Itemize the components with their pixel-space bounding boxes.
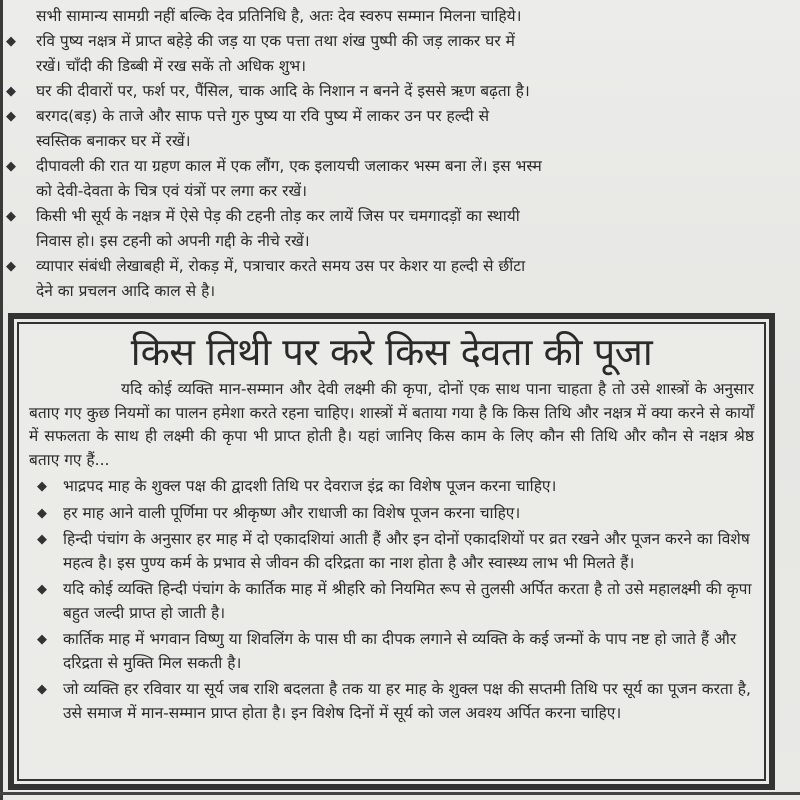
article-box <box>8 313 775 790</box>
tip-text: स्वस्तिक बनाकर घर में रखें। <box>36 132 191 150</box>
article-bullet <box>29 502 754 526</box>
lead-line: सभी सामान्य सामग्री नहीं बल्कि देव प्रतिनिधि है, अतः देव स्वरुप सम्मान मिलना चाहिये। <box>36 7 522 25</box>
bullet-text: जो व्यक्ति हर रविवार या सूर्य जब राशि बदलता है तक या हर माह के शुक्ल पक्ष की सप्तमी तिथि पर सूर्य का पूजन करता है, उसे समाज में मान-सम्मान प्राप्त होता है। इन विशेष दिनों में सूर्य को जल अवश्य अर्पित करना चाहिए। <box>63 680 751 722</box>
diamond-bullet-icon: ◆ <box>6 209 16 224</box>
diamond-bullet-icon: ◆ <box>37 582 47 597</box>
tip-item <box>0 29 790 79</box>
bullet-text: हर माह आने वाली पूर्णिमा पर श्रीकृष्ण और राधाजी का विशेष पूजन करना चाहिए। <box>63 503 521 522</box>
diamond-bullet-icon: ◆ <box>37 632 47 647</box>
tip-text: किसी भी सूर्य के नक्षत्र में ऐसे पेड़ की टहनी तोड़ कर लायें जिस पर चमगादड़ों का स्थायी <box>36 207 520 225</box>
tip-item <box>0 104 790 154</box>
tip-text: घर की दीवारों पर, फर्श पर, पैंसिल, चाक आदि के निशान न बनने दें इससे ऋण बढ़ता है। <box>36 82 530 100</box>
diamond-bullet-icon: ◆ <box>37 682 47 697</box>
tip-text: रखें। चाँदी की डिब्बी में रख सकें तो अधिक शुभ। <box>36 57 307 75</box>
diamond-bullet-icon: ◆ <box>37 479 47 494</box>
tip-text: निवास हो। इस टहनी को अपनी गद्दी के नीचे रखें। <box>36 232 310 250</box>
bullet-text: यदि कोई व्यक्ति हिन्दी पंचांग के कार्तिक माह में श्रीहरि को नियमित रूप से तुलसी अर्पित करता है तो उसे महालक्ष्मी की कृपा बहुत जल्दी प्राप्त हो जाती है। <box>63 580 752 622</box>
diamond-bullet-icon: ◆ <box>6 159 16 174</box>
tip-text: व्यापार संबंधी लेखाबही में, रोकड़ में, पत्राचार करते समय उस पर केशर या हल्दी से छींटा <box>36 257 526 275</box>
tip-text: बरगद(बड़) के ताजे और साफ पत्ते गुरु पुष्य या रवि पुष्य में लाकर उन पर हल्दी से <box>36 107 490 125</box>
article-headline: किस तिथी पर करे किस देवता की पूजा <box>130 330 653 374</box>
diamond-bullet-icon: ◆ <box>6 34 16 49</box>
tips-section <box>0 4 790 304</box>
bottom-rule <box>0 792 800 795</box>
article-bullet <box>29 678 754 725</box>
article-bullet <box>29 528 754 575</box>
diamond-bullet-icon: ◆ <box>6 109 16 124</box>
bullet-text: हिन्दी पंचांग के अनुसार हर माह में दो एकादशियां आती हैं और इन दोनों एकादशियों पर व्रत रखने और पूजन करने का विशेष महत्व है। इस पुण्य कर्म के प्रभाव से जीवन की दरिद्रता का नाश होता है और स्वास्थ्य लाभ भी मिलते हैं। <box>63 530 750 572</box>
article-bullet <box>29 578 754 625</box>
tip-item <box>0 154 790 204</box>
tip-item <box>0 204 790 254</box>
tip-text: दीपावली की रात या ग्रहण काल में एक लौंग, एक इलायची जलाकर भस्म बना लें। इस भस्म <box>36 157 542 175</box>
bullet-text: कार्तिक माह में भगवान विष्णु या शिवलिंग के पास घी का दीपक लगाने से व्यक्ति के कई जन्मों के पाप नष्ट हो जाते हैं और दरिद्रता से मुक्ति मिल सकती है। <box>63 630 737 672</box>
diamond-bullet-icon: ◆ <box>6 84 16 99</box>
tip-text: को देवी-देवता के चित्र एवं यंत्रों पर लगा कर रखें। <box>36 182 308 200</box>
tip-text: देने का प्रचलन आदि काल से है। <box>36 282 216 300</box>
tip-text: रवि पुष्य नक्षत्र में प्राप्त बहेड़े की जड़ या एक पत्ता तथा शंख पुष्पी की जड़ लाकर घर में <box>36 32 515 50</box>
tip-item <box>0 254 790 304</box>
diamond-bullet-icon: ◆ <box>6 259 16 274</box>
intro-text: यदि कोई व्यक्ति मान-सम्मान और देवी लक्ष्मी की कृपा, दोनों एक साथ पाना चाहता है तो उसे शास्त्रों के अनुसार बताए गए कुछ नियमों का पालन हमेशा करते रहना चाहिए। शास्त्रों में बताया गया है कि किस तिथि और नक्षत्र में क्या करने से कार्यों में सफलता के साथ ही लक्ष्मी की कृपा भी प्राप्त होती है। यहां जानिए किस काम के लिए कौन सी तिथि और कौन से नक्षत्र श्रेष्ठ बताए गए हैं... <box>29 380 754 469</box>
diamond-bullet-icon: ◆ <box>37 532 47 547</box>
diamond-bullet-icon: ◆ <box>37 505 47 521</box>
bullet-text: भाद्रपद माह के शुक्ल पक्ष की द्वादशी तिथि पर देवराज इंद्र का विशेष पूजन करना चाहिए। <box>63 477 557 495</box>
tip-item <box>0 79 790 104</box>
article-bullet <box>29 475 754 499</box>
article-bullet <box>29 628 754 675</box>
article-box-inner <box>17 322 766 781</box>
article-intro <box>29 378 754 472</box>
